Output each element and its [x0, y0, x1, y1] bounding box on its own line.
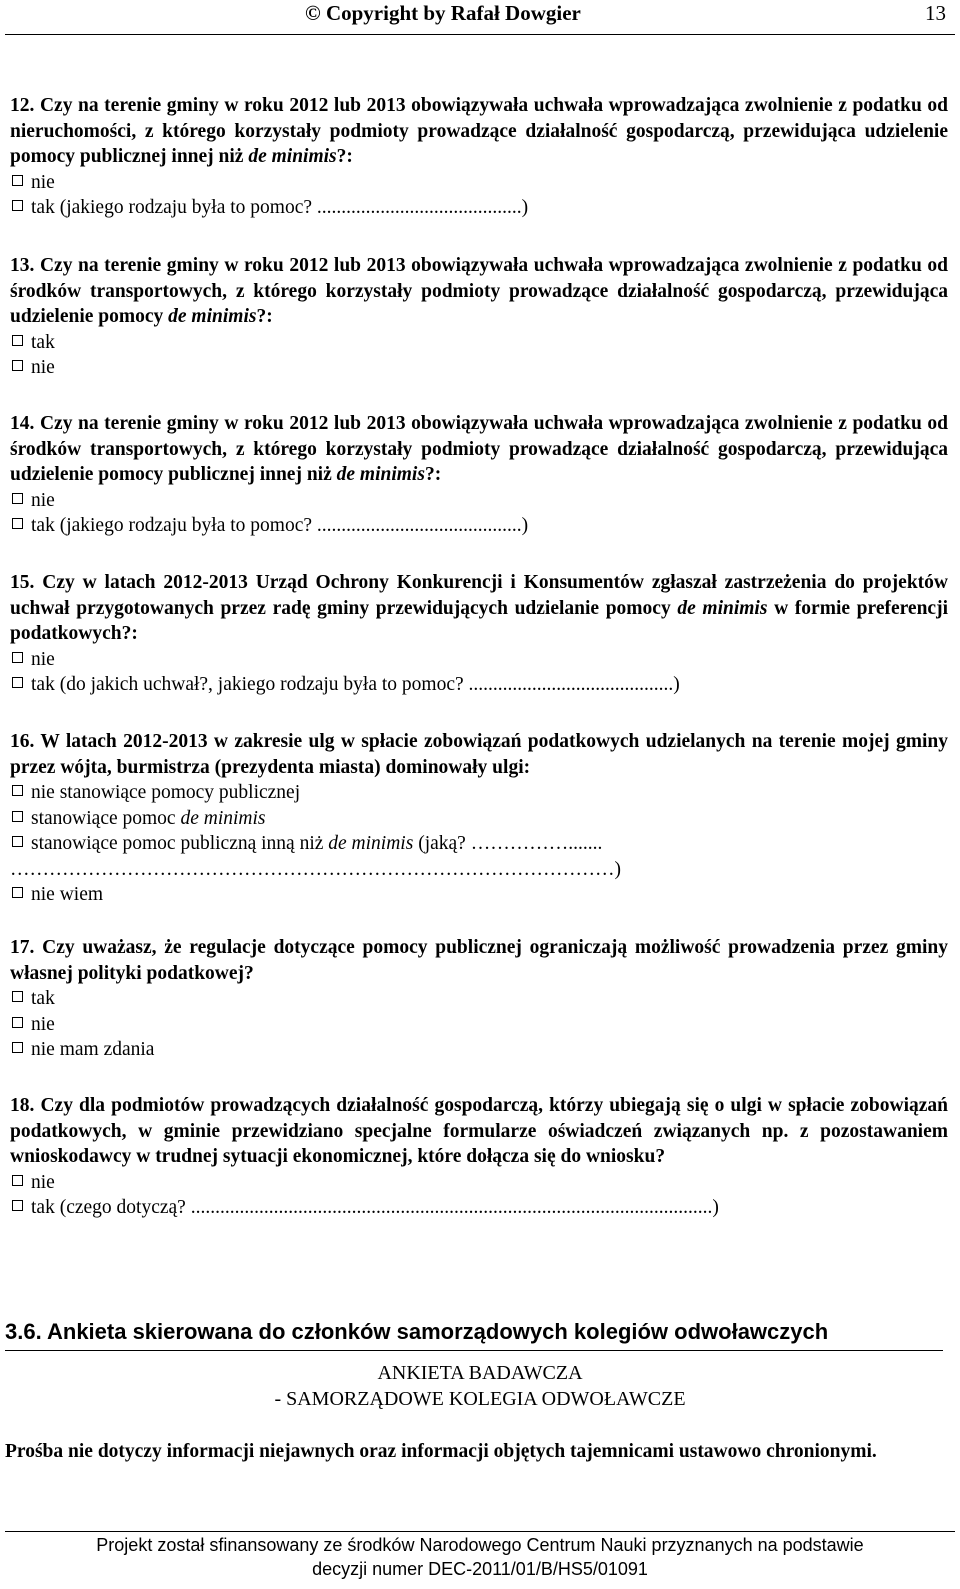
option-tak[interactable]: tak (jakiego rodzaju była to pomoc? ..........................................)	[10, 195, 948, 221]
checkbox[interactable]	[12, 493, 23, 504]
checkbox[interactable]	[12, 785, 23, 796]
option-tak[interactable]: tak (do jakich uchwał?, jakiego rodzaju była to pomoc? ..........................................)	[10, 672, 948, 698]
footer-line-2: decyzji numer DEC-2011/01/B/HS5/01091	[312, 1559, 648, 1579]
question-15	[10, 570, 948, 698]
page-number: 13	[925, 1, 946, 25]
footer-line-1: Projekt został sfinansowany ze środków Narodowego Centrum Nauki przyznanych na podstawie	[96, 1535, 864, 1555]
checkbox[interactable]	[12, 360, 23, 371]
question-16	[10, 729, 948, 908]
checkbox[interactable]	[12, 811, 23, 822]
checkbox[interactable]	[12, 991, 23, 1002]
checkbox[interactable]	[12, 335, 23, 346]
option-de-minimis[interactable]: stanowiące pomoc de minimis	[10, 806, 948, 832]
option-nie[interactable]: nie	[10, 1012, 948, 1038]
checkbox[interactable]	[12, 175, 23, 186]
confidentiality-note: Prośba nie dotyczy informacji niejawnych oraz informacji objętych tajemnicami ustawowo chronionymi.	[5, 1441, 877, 1462]
question-text: 13. Czy na terenie gminy w roku 2012 lub 2013 obowiązywała uchwała wprowadzająca zwolnienie z podatku od środków transportowych, z którego korzystały podmioty prowadzące działalność gospodarczą, przewidująca udzielenie pomocy de minimis?:	[10, 255, 949, 327]
option-tak[interactable]: tak (czego dotyczą? ...........................................................................................................)	[10, 1195, 948, 1221]
question-text: 14. Czy na terenie gminy w roku 2012 lub 2013 obowiązywała uchwała wprowadzająca zwolnienie z podatku od środków transportowych, z którego korzystały podmioty prowadzące działalność gospodarczą, przewidująca udzielenie pomocy publicznej innej niż de minimis?:	[10, 413, 949, 485]
page-footer	[0, 1533, 960, 1581]
section-heading: 3.6. Ankieta skierowana do członków samorządowych kolegiów odwoławczych	[5, 1319, 829, 1344]
footer-divider	[5, 1531, 955, 1532]
checkbox[interactable]	[12, 1175, 23, 1186]
option-nie[interactable]: nie	[10, 647, 948, 673]
copyright-notice: © Copyright by Rafał Dowgier	[305, 1, 581, 25]
survey-title-line-1: ANKIETA BADAWCZA	[377, 1362, 583, 1384]
survey-title	[0, 1360, 960, 1412]
question-text: 16. W latach 2012-2013 w zakresie ulg w spłacie zobowiązań podatkowych udzielanych na terenie mojej gminy przez wójta, burmistrza (prezydenta miasta) dominowały ulgi:	[10, 731, 948, 778]
option-other-public-aid[interactable]: stanowiące pomoc publiczną inną niż de minimis (jaką? …………….......	[10, 831, 948, 857]
question-18	[10, 1093, 948, 1221]
option-nie[interactable]: nie	[10, 170, 948, 196]
header-divider	[5, 34, 955, 35]
question-12	[10, 93, 948, 221]
question-text: 12. Czy na terenie gminy w roku 2012 lub 2013 obowiązywała uchwała wprowadzająca zwolnienie z podatku od nieruchomości, z którego korzystały podmioty prowadzące działalność gospodarczą, przewidująca udzielenie pomocy publicznej innej niż de minimis?:	[10, 95, 949, 167]
option-tak[interactable]: tak	[10, 986, 948, 1012]
answer-line: …………………………………………………………………………………)	[10, 858, 621, 880]
option-nie-wiem[interactable]: nie wiem	[10, 882, 948, 908]
page-header	[0, 0, 960, 28]
checkbox[interactable]	[12, 518, 23, 529]
question-text: 18. Czy dla podmiotów prowadzących działalność gospodarczą, którzy ubiegają się o ulgi w spłacie zobowiązań podatkowych, w gminie przewidziano specjalne formularze oświadczeń związanych np. z pozostawaniem wnioskodawcy w trudnej sytuacji ekonomicznej, które dołącza się do wniosku?	[10, 1095, 948, 1167]
checkbox[interactable]	[12, 1017, 23, 1028]
survey-title-line-2: - SAMORZĄDOWE KOLEGIA ODWOŁAWCZE	[274, 1388, 686, 1410]
checkbox[interactable]	[12, 1042, 23, 1053]
question-14	[10, 411, 948, 539]
checkbox[interactable]	[12, 677, 23, 688]
option-tak[interactable]: tak (jakiego rodzaju była to pomoc? ..........................................)	[10, 513, 948, 539]
question-17	[10, 935, 948, 1063]
option-nie[interactable]: nie	[10, 488, 948, 514]
option-nie[interactable]: nie	[10, 355, 948, 381]
option-nie[interactable]: nie	[10, 1170, 948, 1196]
option-not-public-aid[interactable]: nie stanowiące pomocy publicznej	[10, 780, 948, 806]
checkbox[interactable]	[12, 836, 23, 847]
option-no-opinion[interactable]: nie mam zdania	[10, 1037, 948, 1063]
checkbox[interactable]	[12, 200, 23, 211]
question-text: 15. Czy w latach 2012-2013 Urząd Ochrony Konkurencji i Konsumentów zgłaszał zastrzeżenia do projektów uchwał przygotowanych przez radę gminy przewidujących udzielanie pomocy de minimis w formie preferencji podatkowych?:	[10, 572, 949, 644]
question-13	[10, 253, 948, 381]
section-divider	[5, 1350, 943, 1351]
question-text: 17. Czy uważasz, że regulacje dotyczące pomocy publicznej ograniczają możliwość prowadzenia przez gminy własnej polityki podatkowej?	[10, 937, 948, 984]
checkbox[interactable]	[12, 887, 23, 898]
checkbox[interactable]	[12, 652, 23, 663]
checkbox[interactable]	[12, 1200, 23, 1211]
option-tak[interactable]: tak	[10, 330, 948, 356]
